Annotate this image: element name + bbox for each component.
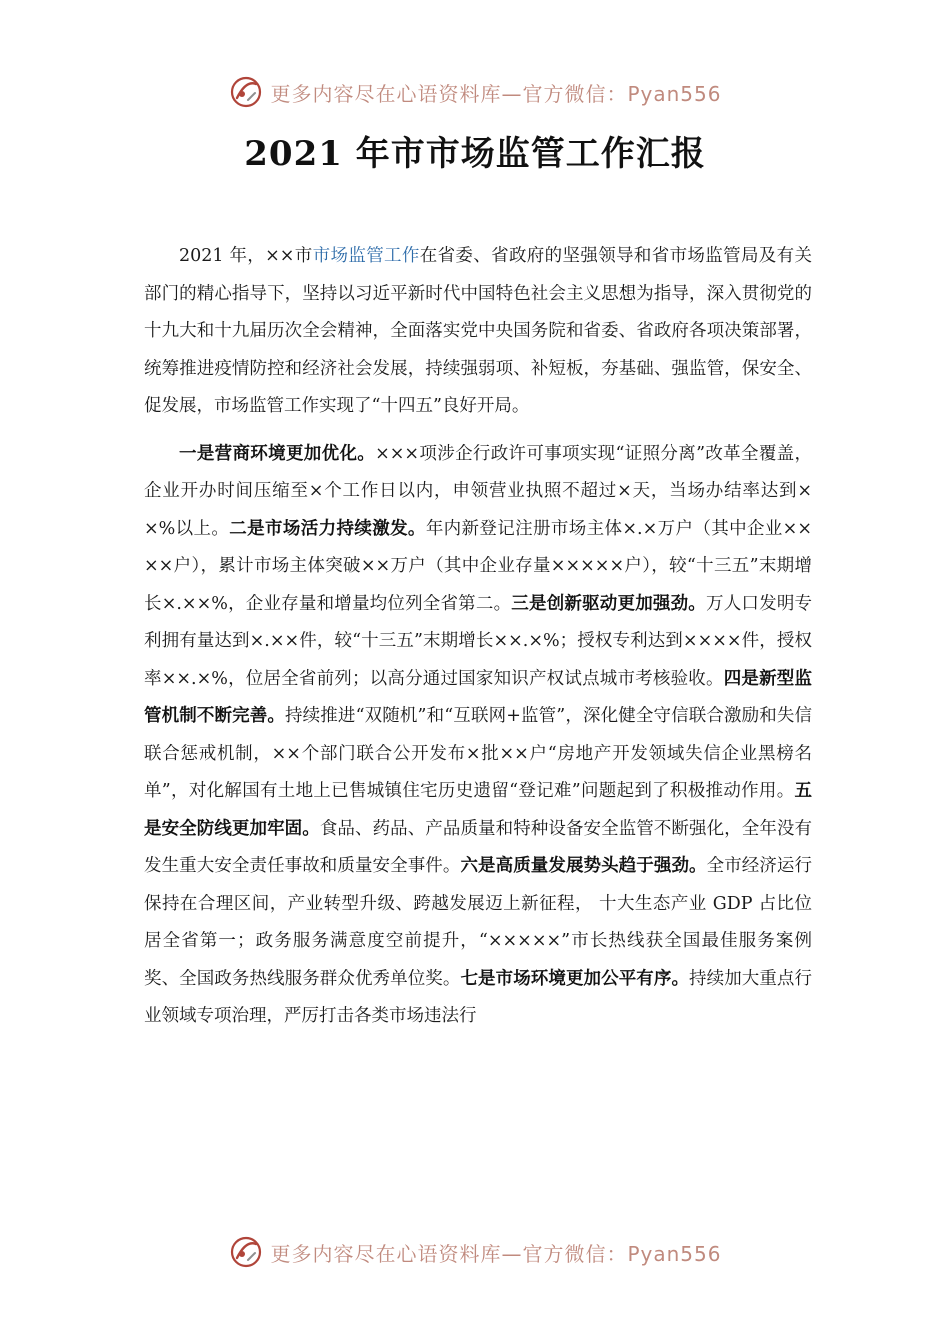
brand-logo-icon bbox=[228, 1234, 264, 1270]
highlight-1: 一是营商环境更加优化。 bbox=[179, 443, 376, 464]
highlight-5: 五是安全防线更加牢固。 bbox=[144, 781, 812, 839]
detail-2: 年内新登记注册市场主体×.×万户（其中企业××××户），累计市场主体突破××万户（其中企业存量×××××户），较“十三五”末期增长×.××%，企业存量和增量均位列全省第二。 bbox=[144, 518, 813, 614]
detail-3: 万人口发明专利拥有量达到×.××件，较“十三五”末期增长××.×%；授权专利达到××××件，授权率××.×%，位居全省前列；以高分通过国家知识产权试点城市考核验收。 bbox=[144, 593, 813, 689]
achievements-paragraph bbox=[144, 436, 812, 1036]
watermark-banner-bottom bbox=[0, 1232, 950, 1272]
detail-6: 全市经济运行保持在合理区间，产业转型升级、跨越发展迈上新征程， 十大生态产业 GDP 占比位居全省第一；政务服务满意度空前提升，“×××××”市长热线获全国最佳服务案例奖、全国政务热线服务群众优秀单位奖。 bbox=[144, 856, 813, 989]
detail-4: 持续推进“双随机”和“互联网+监管”，深化健全守信联合激励和失信联合惩戒机制，××个部门联合公开发布×批××户“房地产开发领域失信企业黑榜名单”，对化解国有土地上已售城镇住宅历史遗留“登记难”问题起到了积极推动作用。 bbox=[144, 706, 813, 801]
brand-logo-icon bbox=[228, 74, 264, 110]
highlight-3: 三是创新驱动更加强劲。 bbox=[511, 593, 707, 614]
watermark-text: 更多内容尽在心语资料库—官方微信：Pyan556 bbox=[270, 1241, 722, 1266]
intro-paragraph bbox=[144, 238, 812, 426]
market-supervision-link[interactable]: 市场监管工作 bbox=[312, 246, 420, 266]
document-body bbox=[144, 238, 812, 1036]
intro-text-rest: 在省委、省政府的坚强领导和省市场监管局及有关部门的精心指导下，坚持以习近平新时代中国特色社会主义思想为指导，深入贯彻党的十九大和十九届历次全会精神，全面落实党中央国务院和省委、省政府各项决策部署，统筹推进疫情防控和经济社会发展，持续强弱项、补短板，夯基础、强监管，保安全、促发展，市场监管工作实现了“十四五”良好开局。 bbox=[144, 246, 812, 416]
detail-5: 食品、药品、产品质量和特种设备安全监管不断强化，全年没有发生重大安全责任事故和质量安全事件。 bbox=[144, 818, 812, 876]
highlight-6: 六是高质量发展势头趋于强劲。 bbox=[460, 856, 707, 876]
document-title: 2021 年市市场监管工作汇报 bbox=[244, 134, 706, 174]
watermark-banner-top bbox=[0, 72, 950, 112]
highlight-4: 四是新型监管机制不断完善。 bbox=[144, 668, 813, 726]
detail-7: 持续加大重点行业领域专项治理，严厉打击各类市场违法行 bbox=[144, 968, 813, 1026]
highlight-2: 二是市场活力持续激发。 bbox=[229, 518, 426, 539]
highlight-7: 七是市场环境更加公平有序。 bbox=[460, 968, 690, 989]
detail-1: ×××项涉企行政许可事项实现“证照分离”改革全覆盖，企业开办时间压缩至×个工作日以内，申领营业执照不超过×天，当场办结率达到××%以上。 bbox=[144, 443, 812, 539]
watermark-text: 更多内容尽在心语资料库—官方微信：Pyan556 bbox=[270, 81, 722, 106]
intro-text-start: 2021 年，××市 bbox=[179, 246, 313, 266]
